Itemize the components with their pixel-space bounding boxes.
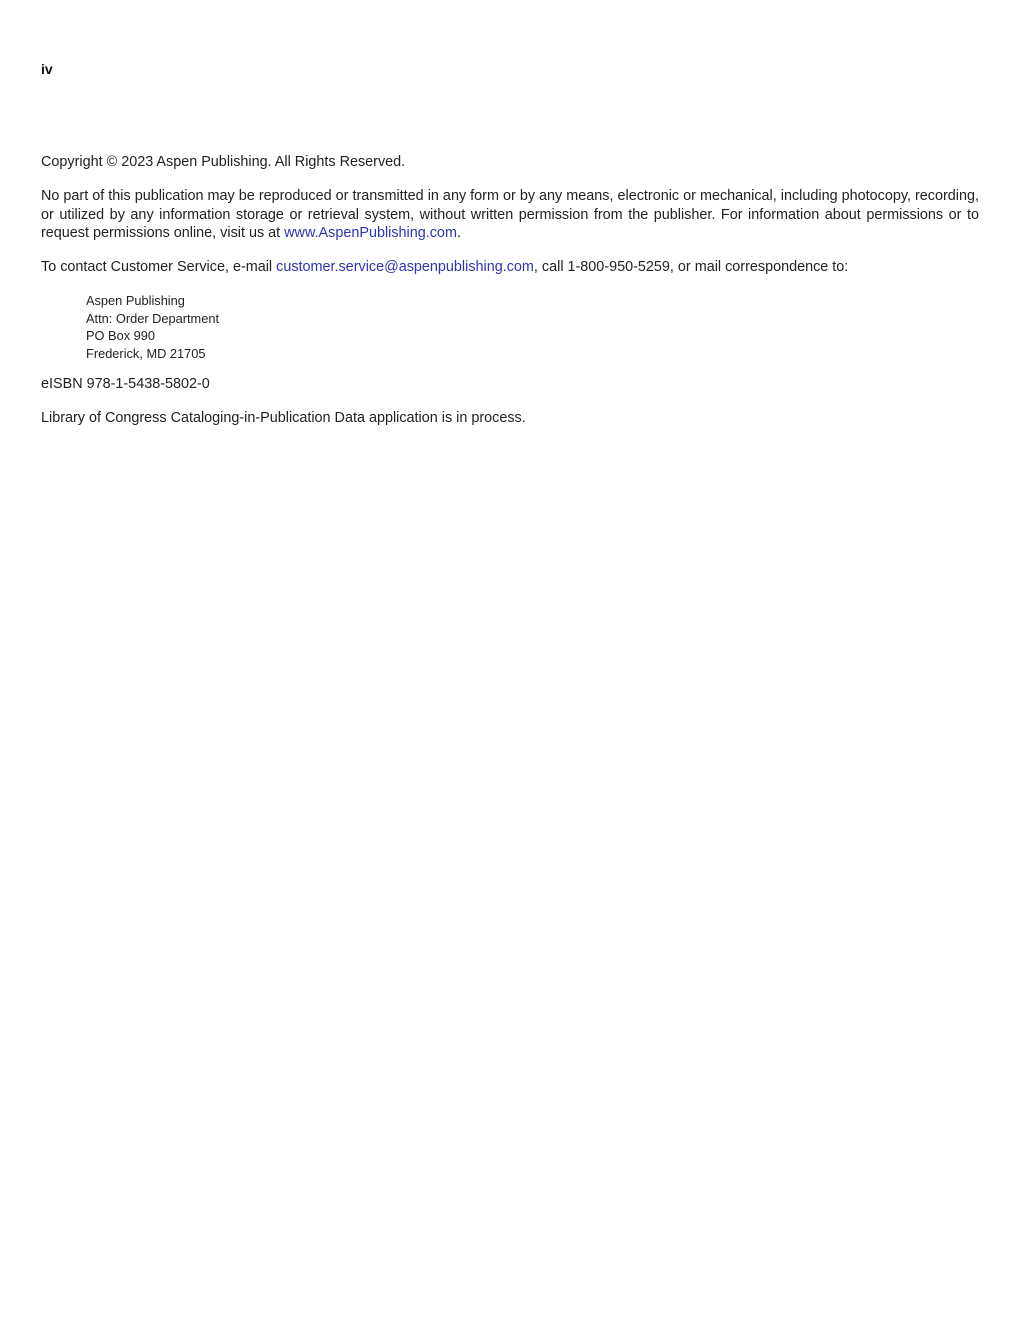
library-of-congress-note: Library of Congress Cataloging-in-Publication Data application is in process.	[41, 410, 526, 427]
permissions-text: No part of this publication may be reproduced or transmitted in any form or by any means, electronic or mechanical, including photocopy, recording, or utilized by any information storage or retrieval system, without written permission from the publisher. For information about permissions or to request permissions online, visit us at	[41, 188, 979, 241]
contact-prefix: To contact Customer Service, e-mail	[41, 259, 277, 275]
permissions-suffix: .	[456, 225, 461, 241]
permissions-paragraph	[41, 187, 979, 243]
mailing-address	[86, 292, 979, 362]
contact-suffix: , call 1-800-950-5259, or mail correspondence to:	[533, 259, 849, 275]
address-line-organization: Aspen Publishing	[86, 293, 185, 308]
isbn-line: eISBN 978-1-5438-5802-0	[41, 376, 210, 393]
copyright-notice: Copyright © 2023 Aspen Publishing. All Rights Reserved.	[41, 154, 406, 170]
customer-service-email-link[interactable]: customer.service@aspenpublishing.com	[276, 259, 534, 275]
contact-paragraph	[41, 258, 979, 277]
address-line-po-box: PO Box 990	[86, 328, 156, 344]
address-line-department: Attn: Order Department	[86, 310, 219, 326]
page-number: iv	[41, 61, 53, 77]
copyright-page-content	[41, 153, 979, 443]
publisher-website-link[interactable]: www.AspenPublishing.com	[284, 225, 457, 241]
address-line-city-state-zip: Frederick, MD 21705	[86, 345, 206, 361]
